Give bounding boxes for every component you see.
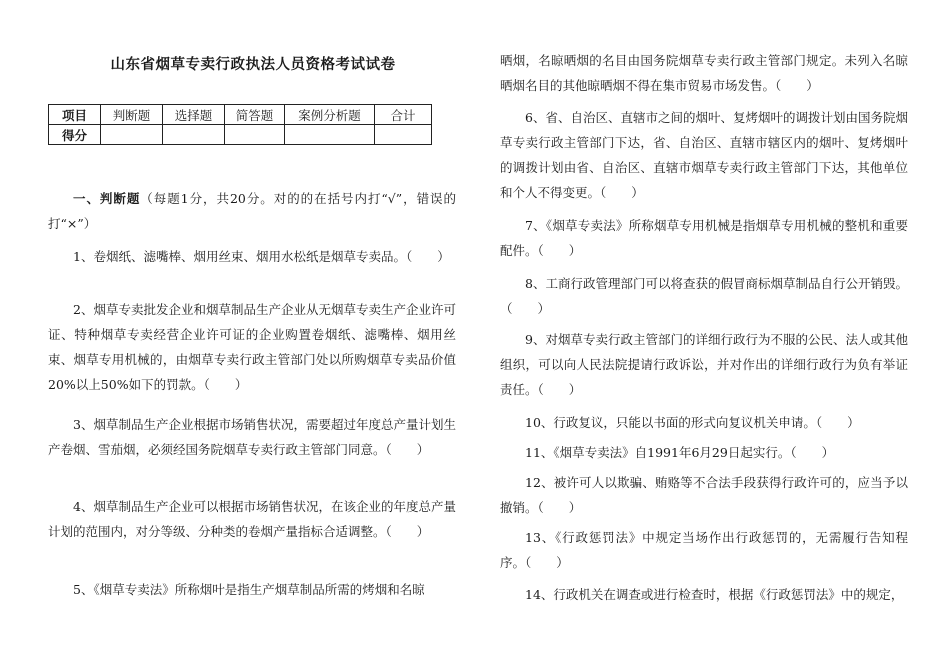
question-item: 2、烟草专卖批发企业和烟草制品生产企业从无烟草专卖生产企业许可证、特种烟草专卖经营企业许可证的企业购置卷烟纸、滤嘴棒、烟用丝束、烟草专用机械的，由烟草专卖行政主管部门处以所购烟草专卖品价值20%以上50%如下的罚款。（ ） [48, 302, 456, 392]
question-item: 13、《行政惩罚法》中规定当场作出行政惩罚的，无需履行告知程序。（ ） [500, 530, 908, 570]
question-item: 10、行政复议，只能以书面的形式向复议机关申请。（ ） [525, 415, 860, 430]
question-item: 1、卷烟纸、滤嘴棒、烟用丝束、烟用水松纸是烟草专卖品。（ ） [73, 249, 450, 264]
score-cell-case-analysis [285, 125, 375, 145]
score-row-label: 得分 [49, 125, 101, 145]
score-header-item: 项目 [49, 105, 101, 125]
score-header-judgment: 判断题 [101, 105, 163, 125]
question-item: 6、省、自治区、直辖市之间的烟叶、复烤烟叶的调拨计划由国务院烟草专卖行政主管部门下达，省、自治区、直辖市辖区内的烟叶、复烤烟叶的调拨计划由省、自治区、直辖市烟草专卖行政主管部门下达，其他单位和个人不得变更。（ ） [500, 110, 908, 200]
score-cell-choice [163, 125, 225, 145]
section-instruction: （每题1分，共20分。对的的在括号内打“√”，错误的打“×”） [48, 191, 456, 231]
score-cell-total [375, 125, 432, 145]
score-cell-judgment [101, 125, 163, 145]
question-item: 4、烟草制品生产企业可以根据市场销售状况，在该企业的年度总产量计划的范围内，对分等级、分种类的卷烟产量指标合适调整。（ ） [48, 499, 456, 539]
question-item-continued: 晒烟，名晾晒烟的名目由国务院烟草专卖行政主管部门规定。未列入名晾晒烟名目的其他晾晒烟不得在集市贸易市场发售。（ ） [500, 53, 908, 93]
score-header-choice: 选择题 [163, 105, 225, 125]
section-title: 一、判断题 [73, 191, 141, 206]
score-header-short-answer: 简答题 [225, 105, 285, 125]
question-item: 9、对烟草专卖行政主管部门的详细行政行为不服的公民、法人或其他组织，可以向人民法院提请行政诉讼，并对作出的详细行政行为负有举证责任。（ ） [500, 332, 908, 397]
score-cell-short-answer [225, 125, 285, 145]
score-header-case-analysis: 案例分析题 [285, 105, 375, 125]
question-item: 14、行政机关在调查或进行检查时，根据《行政惩罚法》中的规定， [525, 587, 904, 602]
question-item: 12、被许可人以欺骗、贿赂等不合法手段获得行政许可的，应当予以撤销。（ ） [500, 475, 908, 515]
question-item: 5、《烟草专卖法》所称烟叶是指生产烟草制品所需的烤烟和名晾 [73, 582, 425, 597]
score-table-header-row [49, 105, 432, 125]
score-header-total: 合计 [375, 105, 432, 125]
question-item: 8、工商行政管理部门可以将查获的假冒商标烟草制品自行公开销毁。（ ） [500, 276, 908, 316]
question-item: 7、《烟草专卖法》所称烟草专用机械是指烟草专用机械的整机和重要配件。（ ） [500, 218, 908, 258]
question-item: 3、烟草制品生产企业根据市场销售状况，需要超过年度总产量计划生产卷烟、雪茄烟，必须经国务院烟草专卖行政主管部门同意。（ ） [48, 417, 456, 457]
exam-title: 山东省烟草专卖行政执法人员资格考试试卷 [110, 56, 396, 73]
question-item: 11、《烟草专卖法》自1991年6月29日起实行。（ ） [525, 445, 835, 460]
score-table-score-row [49, 125, 432, 145]
score-table [48, 104, 432, 145]
section-heading [48, 186, 456, 236]
